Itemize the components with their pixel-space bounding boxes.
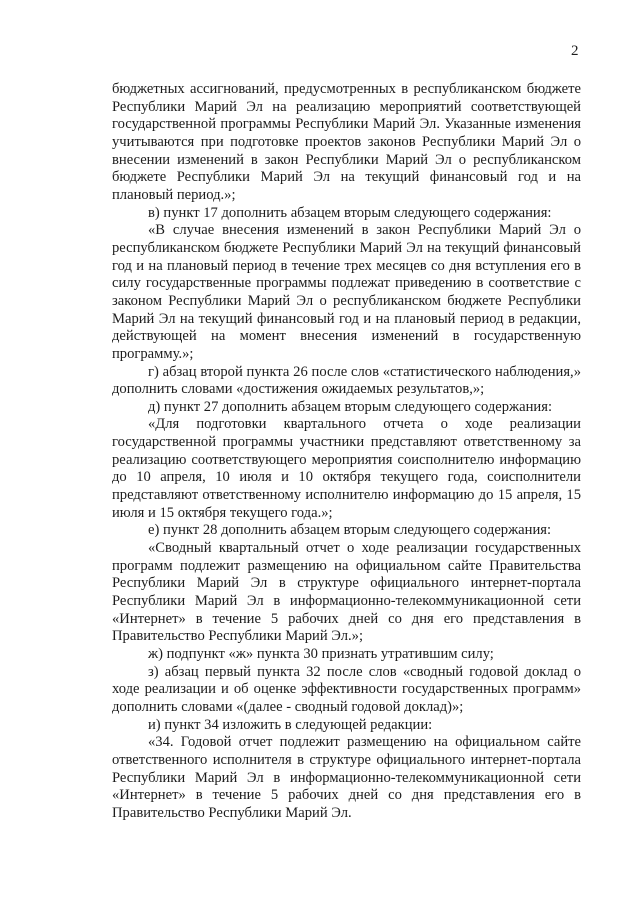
page-number: 2 (571, 43, 579, 59)
paragraph-item-e-quote: «Сводный квартальный отчет о ходе реализации государственных программ подлежит размещению на официальном сайте Правительства Республики Марий Эл в структуре официального интернет-портала Республики Марий Эл в информационно-телекоммуникационной сети «Интернет» в течение 5 рабочих дней со дня его представления в Правительство Республики Марий Эл.»; (112, 540, 581, 645)
paragraph-budget-allocations: бюджетных ассигнований, предусмотренных в республиканском бюджете Республики Марий Эл на реализацию мероприятий соответствующей государственной программы Республики Марий Эл. Указанные изменения учитываются при подготовке проектов законов Республики Марий Эл о внесении изменений в закон Республики Марий Эл о республиканском бюджете Республики Марий Эл на текущий финансовый год и на плановый период.»; (112, 81, 581, 203)
paragraph-item-v: в) пункт 17 дополнить абзацем вторым следующего содержания: (148, 204, 552, 221)
paragraph-item-e: е) пункт 28 дополнить абзацем вторым следующего содержания: (148, 522, 552, 539)
paragraph-item-v-quote: «В случае внесения изменений в закон Республики Марий Эл о республиканском бюджете Республики Марий Эл на текущий финансовый год и на плановый период в течение трех месяцев со дня вступления его в силу государственные программы подлежат приведению в соответствие с законом Республики Марий Эл о республиканском бюджете Республики Марий Эл на текущий финансовый год и на плановый период в редакции, действующей на момент внесения изменений в государственную программу.»; (112, 222, 581, 362)
paragraph-item-g: г) абзац второй пункта 26 после слов «статистического наблюдения,» дополнить словами «достижения ожидаемых результатов,»; (112, 363, 581, 398)
paragraph-item-z: з) абзац первый пункта 32 после слов «сводный годовой доклад о ходе реализации и об оценке эффективности государственных программ» дополнить словами «(далее - сводный годовой доклад)»; (112, 663, 581, 715)
paragraph-item-i-quote: «34. Годовой отчет подлежит размещению на официальном сайте ответственного исполнителя в структуре официального интернет-портала Республики Марий Эл в информационно-телекоммуникационной сети «Интернет» в течение 5 рабочих дней со дня представления его в Правительство Республики Марий Эл. (112, 734, 581, 821)
paragraph-item-d-quote: «Для подготовки квартального отчета о ходе реализации государственной программы участники представляют ответственному за реализацию соответствующего мероприятия соисполнителю информацию до 10 апреля, 10 июля и 10 октября текущего года, соисполнители представляют ответственному исполнителю информацию до 15 апреля, 15 июля и 15 октября текущего года.»; (112, 416, 581, 521)
document-body (112, 81, 581, 823)
paragraph-item-d: д) пункт 27 дополнить абзацем вторым следующего содержания: (148, 398, 552, 415)
paragraph-item-i: и) пункт 34 изложить в следующей редакции: (148, 716, 433, 733)
paragraph-item-zh: ж) подпункт «ж» пункта 30 признать утратившим силу; (148, 646, 494, 662)
